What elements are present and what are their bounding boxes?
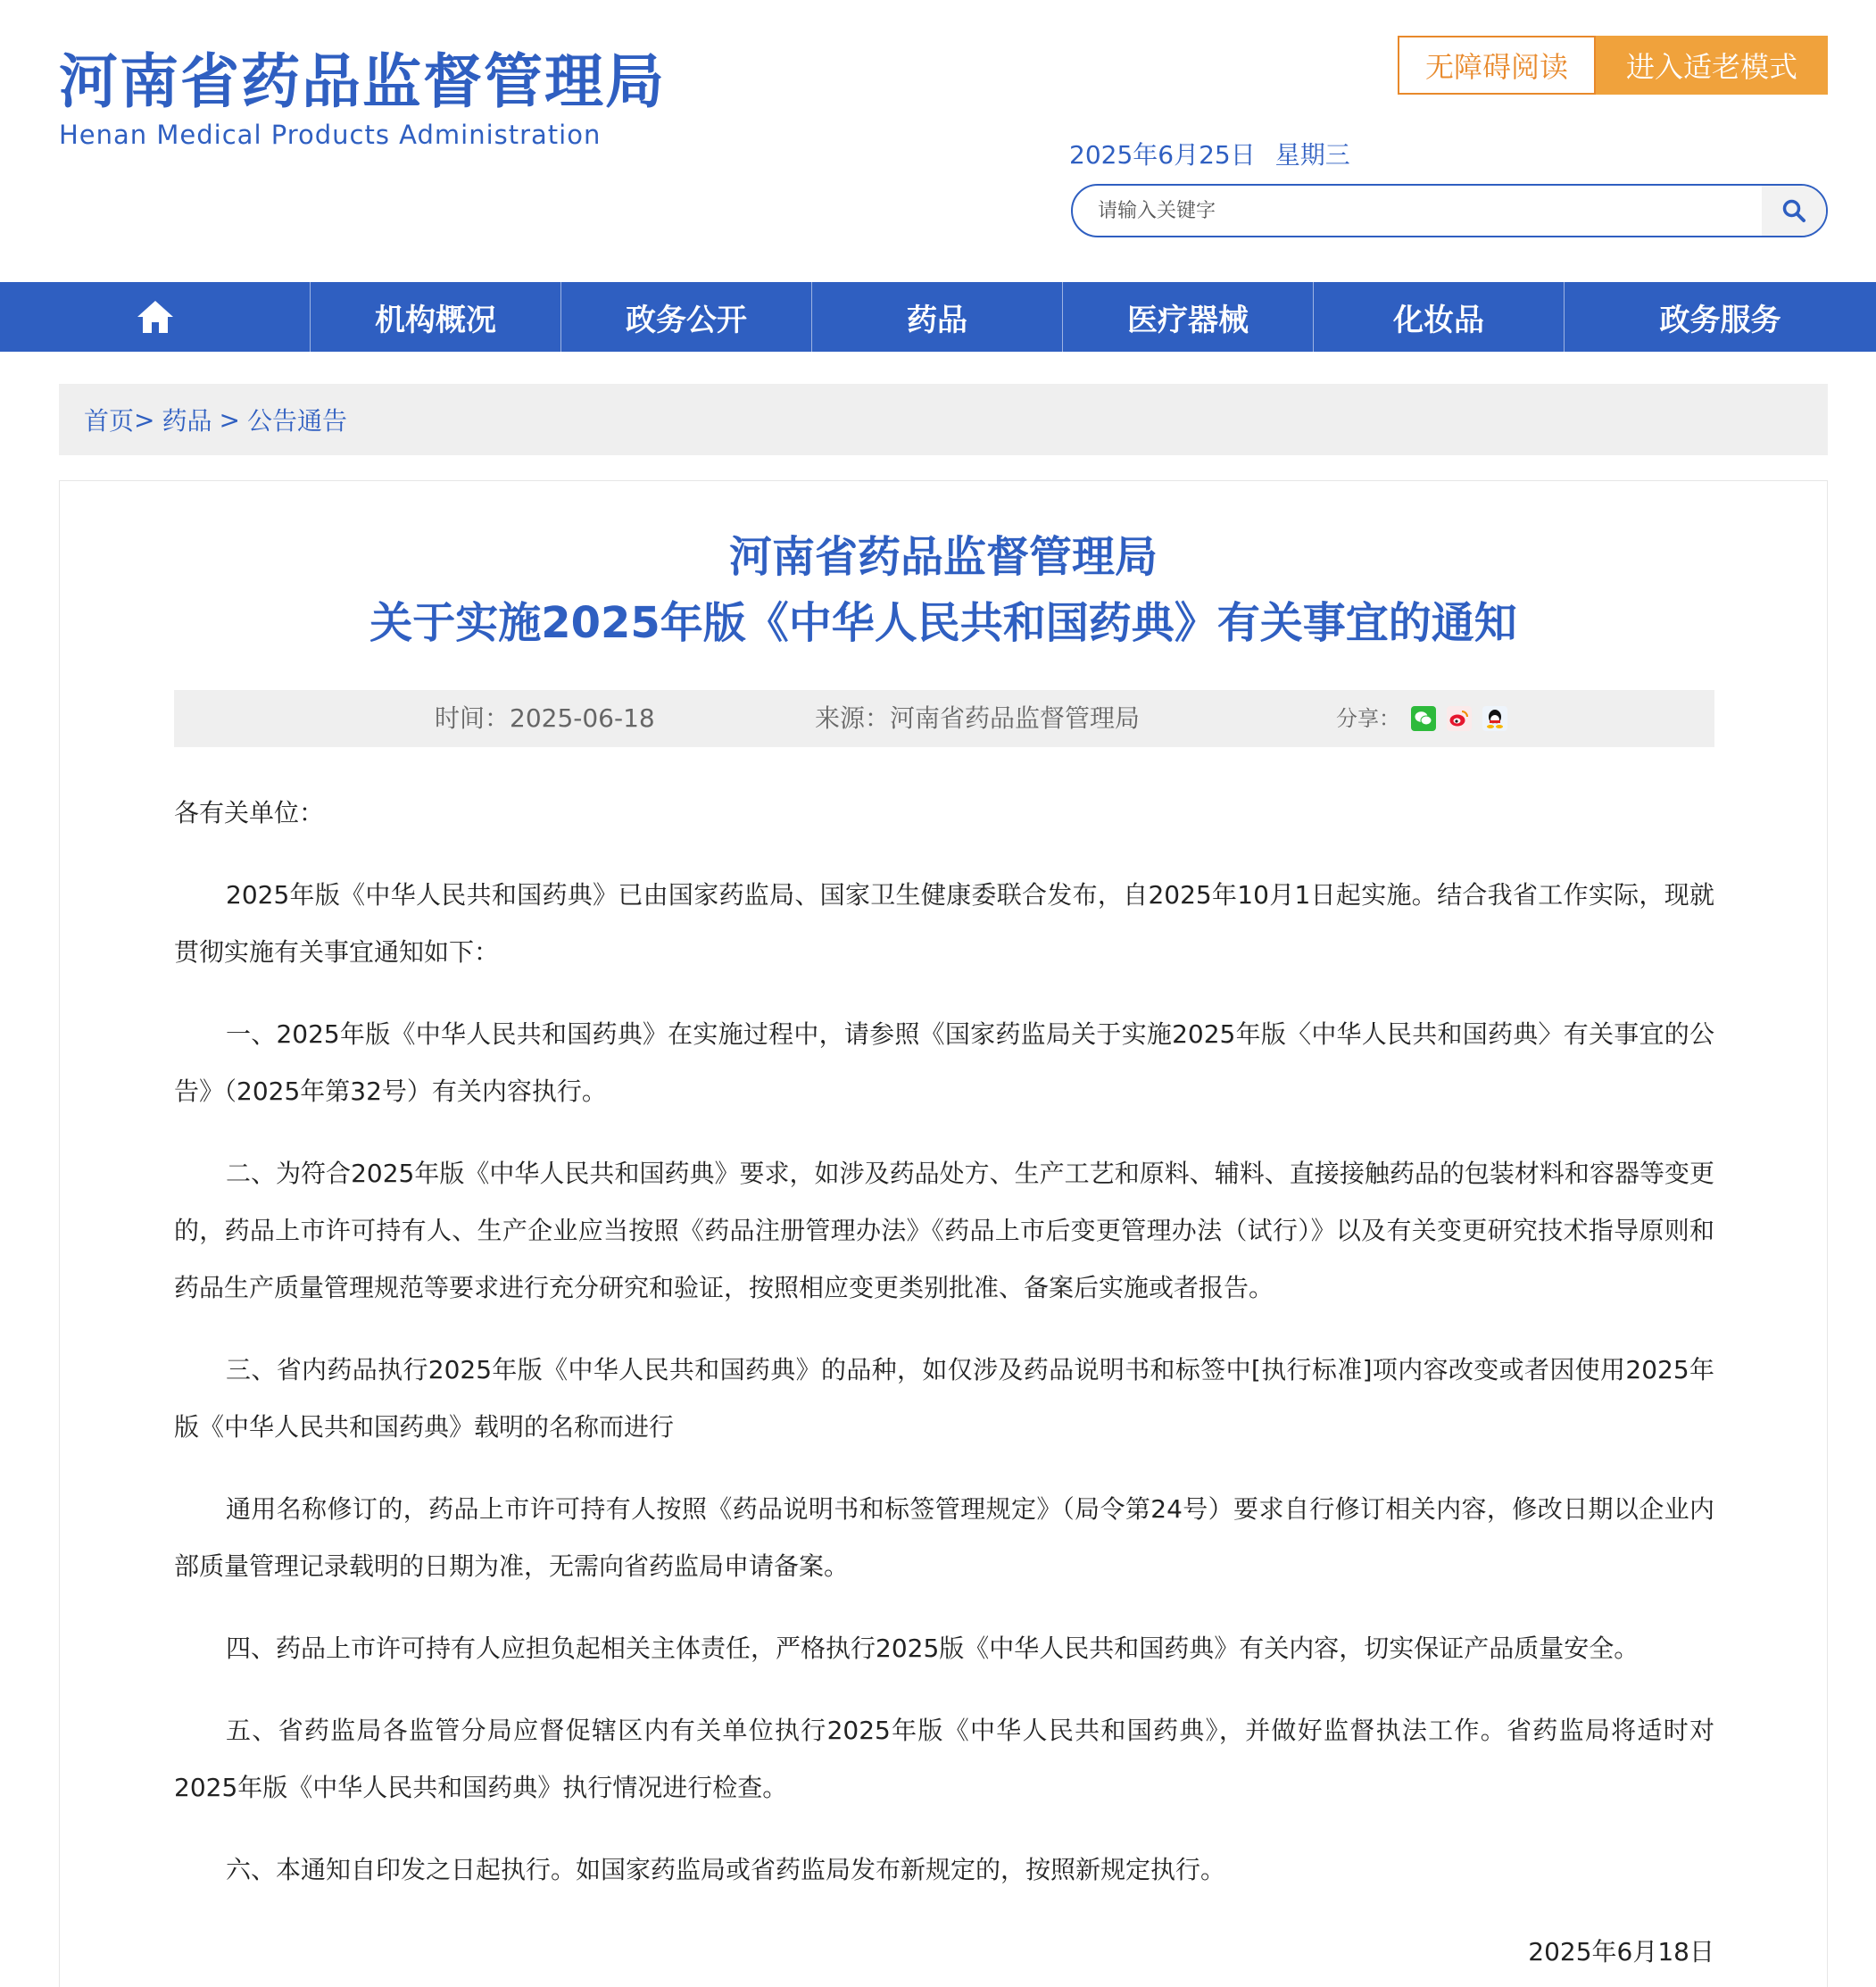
breadcrumb (59, 384, 1828, 455)
home-icon (136, 299, 175, 335)
accessible-reading-button[interactable]: 无障碍阅读 (1398, 36, 1596, 95)
article-sign-date: 2025年6月18日 (1528, 1937, 1714, 1966)
weekday-text: 星期三 (1274, 140, 1350, 170)
breadcrumb-announcements[interactable]: 公告通告 (246, 406, 347, 436)
share-bar (1336, 690, 1507, 747)
date-text: 2025年6月25日 (1069, 140, 1256, 170)
article-paragraph: 通用名称修订的，药品上市许可持有人按照《药品说明书和标签管理规定》（局令第24号）要求自行修订相关内容，修改日期以企业内部质量管理记录载明的日期为准，无需向省药监局申请备案。 (174, 1494, 1714, 1581)
article-title-line2: 关于实施2025年版《中华人民共和国药典》有关事宜的通知 (369, 598, 1517, 648)
logo-english-name: Henan Medical Products Administration (59, 120, 602, 150)
publish-time: 时间：2025-06-18 (435, 703, 655, 733)
wechat-icon[interactable] (1411, 706, 1436, 731)
share-label: 分享： (1336, 706, 1400, 731)
article-paragraph: 四、药品上市许可持有人应担负起相关主体责任，严格执行2025版《中华人民共和国药典》有关内容，切实保证产品质量安全。 (226, 1634, 1639, 1663)
search-input[interactable] (1073, 186, 1762, 236)
qq-icon[interactable] (1482, 706, 1507, 731)
current-date (1069, 136, 1350, 171)
nav-item-government-affairs[interactable]: 政务公开 (561, 282, 812, 352)
search-bar (1071, 184, 1828, 237)
article-source: 来源：河南省药品监督管理局 (815, 703, 1141, 733)
article-paragraph: 一、2025年版《中华人民共和国药典》在实施过程中，请参照《国家药监局关于实施2025年版〈中华人民共和国药典〉有关事宜的公告》（2025年第32号）有关内容执行。 (174, 1019, 1714, 1106)
breadcrumb-home[interactable]: 首页 (84, 406, 135, 436)
article-title (60, 524, 1827, 656)
article-paragraph: 二、为符合2025年版《中华人民共和国药典》要求，如涉及药品处方、生产工艺和原料、辅料、直接接触药品的包装材料和容器等变更的，药品上市许可持有人、生产企业应当按照《药品注册管理办法》《药品上市后变更管理办法（试行）》以及有关变更研究技术指导原则和药品生产质量管理规范等要求进行充分研究和验证，按照相应变更类别批准、备案后实施或者报告。 (174, 1159, 1714, 1302)
article-paragraph: 三、省内药品执行2025年版《中华人民共和国药典》的品种，如仅涉及药品说明书和标签中[执行标准]项内容改变或者因使用2025年版《中华人民共和国药典》载明的名称而进行 (174, 1355, 1714, 1442)
nav-item-medical-devices[interactable]: 医疗器械 (1063, 282, 1314, 352)
weibo-icon[interactable] (1447, 706, 1472, 731)
article-body (174, 785, 1714, 1981)
elder-mode-button[interactable]: 进入适老模式 (1596, 36, 1828, 95)
article-meta (174, 690, 1714, 747)
breadcrumb-separator: > (134, 404, 155, 435)
nav-home[interactable] (0, 282, 311, 352)
main-nav (0, 282, 1876, 352)
article-paragraph: 六、本通知自印发之日起执行。如国家药监局或省药监局发布新规定的，按照新规定执行。 (226, 1855, 1226, 1884)
article-title-line1: 河南省药品监督管理局 (728, 532, 1158, 582)
breadcrumb-drugs[interactable]: 药品 (162, 406, 212, 436)
article-paragraph: 五、省药监局各监管分局应督促辖区内有关单位执行2025年版《中华人民共和国药典》，并做好监督执法工作。省药监局将适时对2025年版《中华人民共和国药典》执行情况进行检查。 (174, 1716, 1714, 1802)
search-icon (1781, 198, 1806, 223)
nav-item-cosmetics[interactable]: 化妆品 (1314, 282, 1565, 352)
nav-item-services[interactable]: 政务服务 (1659, 302, 1781, 338)
breadcrumb-separator: > (219, 404, 240, 435)
article-salutation: 各有关单位： (174, 798, 325, 827)
site-logo[interactable] (59, 46, 666, 150)
article-card (59, 480, 1828, 1987)
nav-item-drugs[interactable]: 药品 (812, 282, 1063, 352)
nav-item-institution[interactable]: 机构概况 (311, 282, 561, 352)
search-button[interactable] (1762, 186, 1826, 236)
article-paragraph: 2025年版《中华人民共和国药典》已由国家药监局、国家卫生健康委联合发布，自2025年10月1日起实施。结合我省工作实际，现就贯彻实施有关事宜通知如下： (174, 880, 1714, 967)
logo-chinese-name: 河南省药品监督管理局 (59, 47, 666, 116)
